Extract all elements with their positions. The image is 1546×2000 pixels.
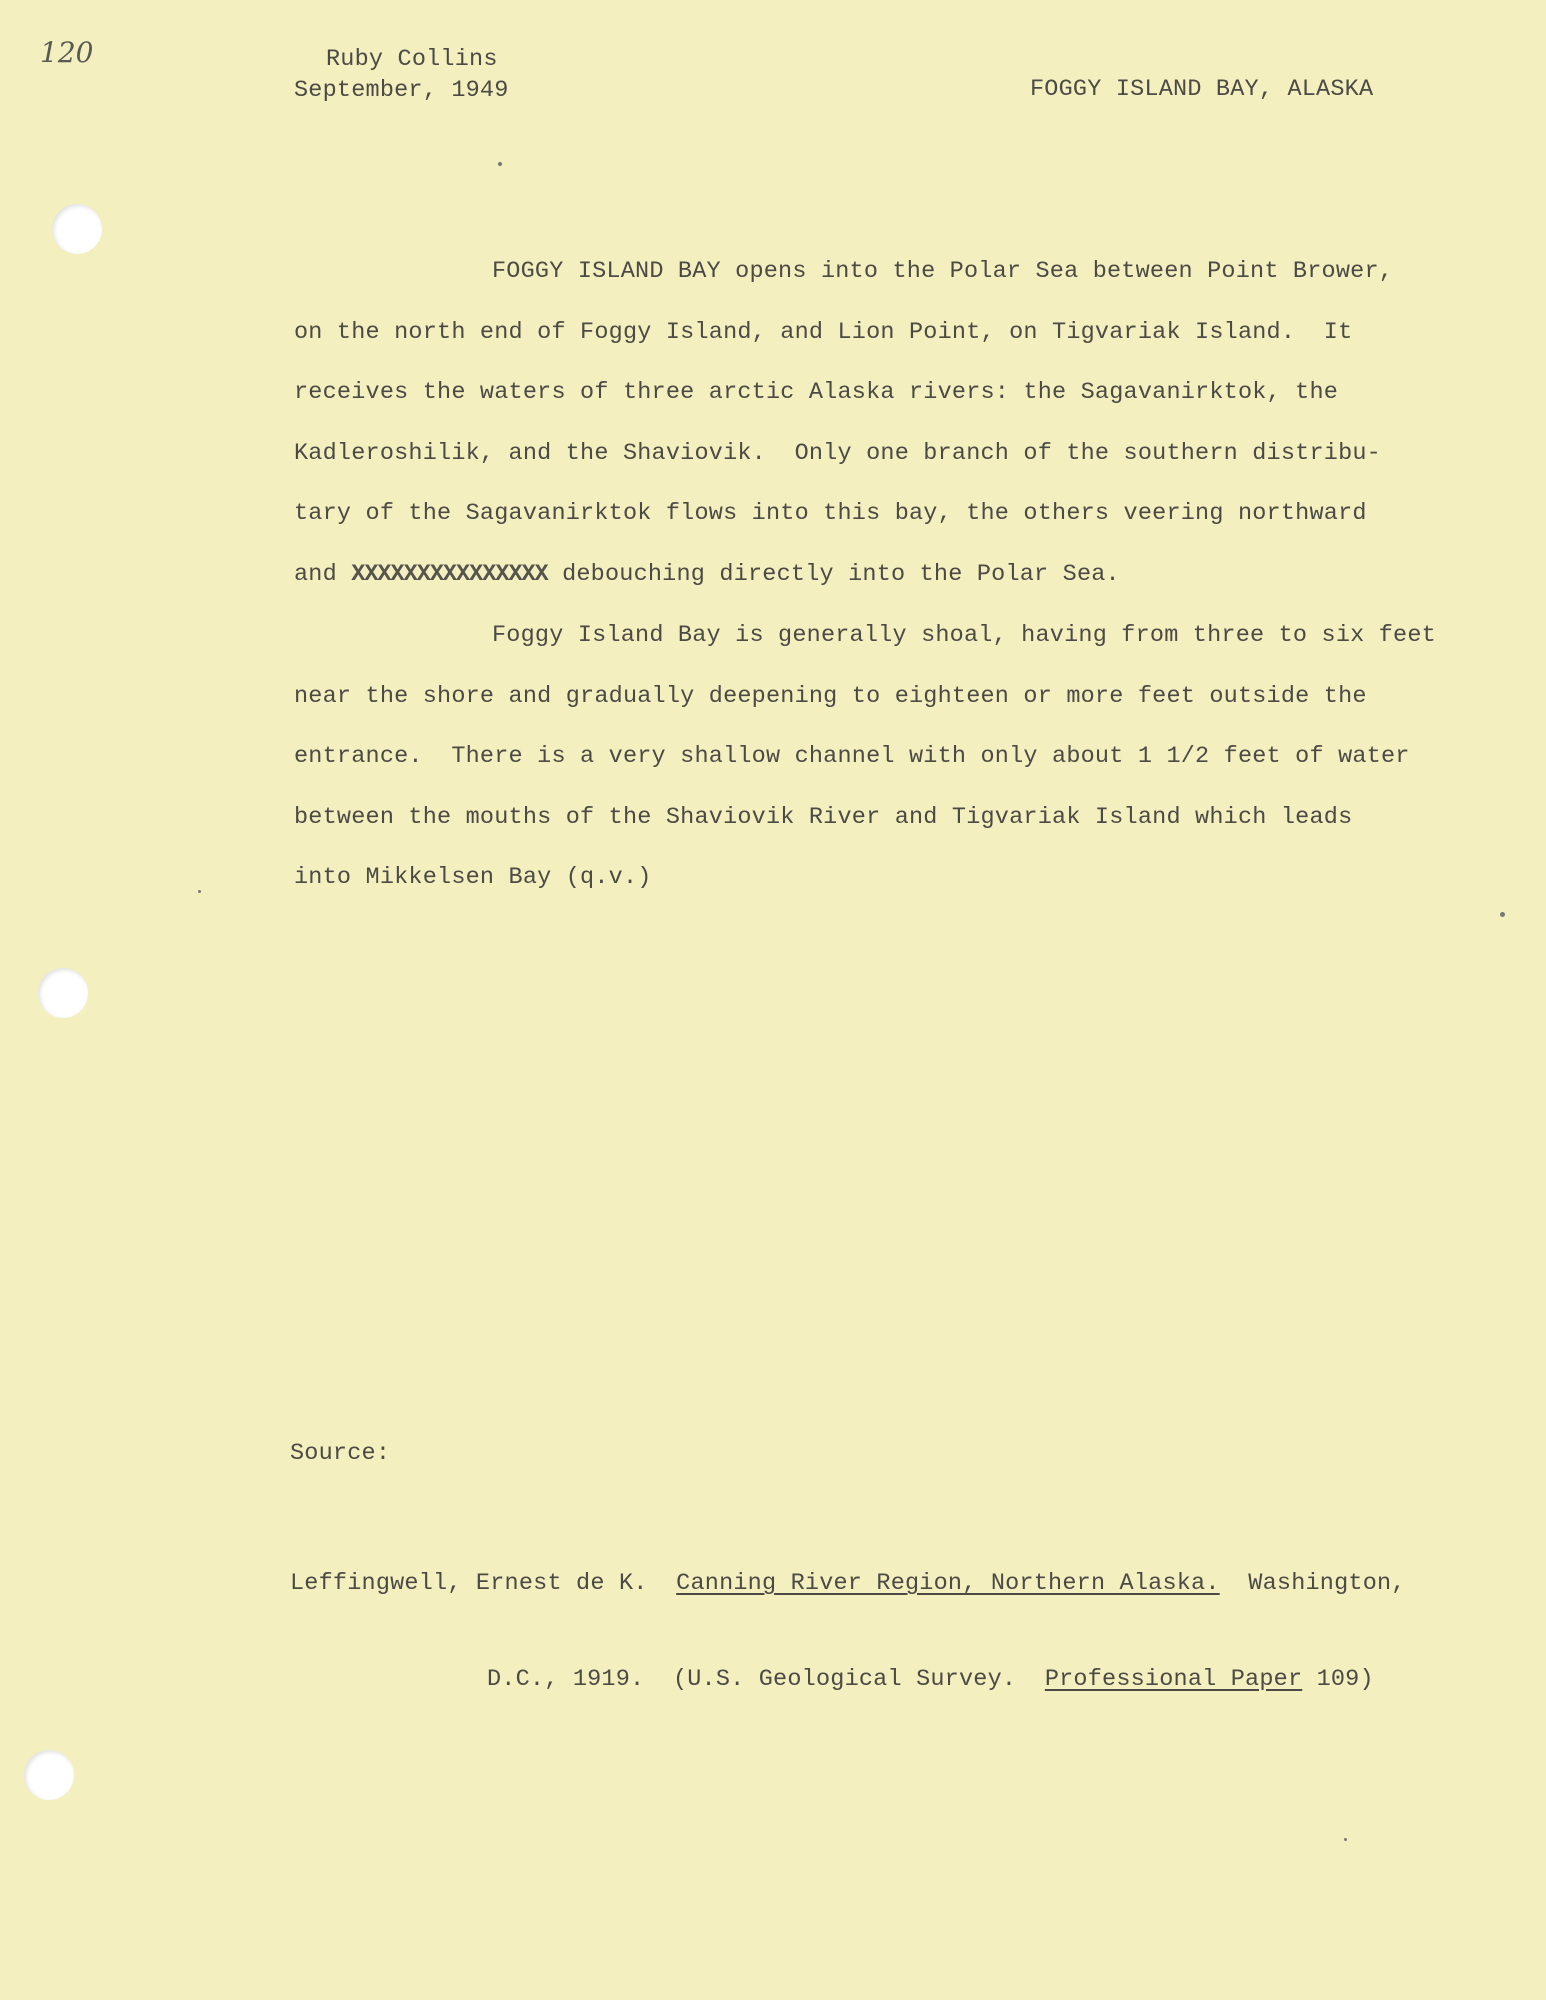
citation-place: Washington, bbox=[1248, 1570, 1406, 1597]
citation-line-2 bbox=[290, 1664, 1406, 1696]
citation-author: Leffingwell, Ernest de K. bbox=[290, 1570, 648, 1597]
punch-hole-middle bbox=[38, 968, 88, 1018]
struck-out-text: XXXXXXXXXXXXXXX bbox=[351, 560, 548, 588]
punch-hole-top bbox=[52, 204, 102, 254]
paragraph-line: on the north end of Foggy Island, and Lion Point, on Tigvariak Island. It bbox=[294, 318, 1353, 346]
text-run: debouching directly into the Polar Sea. bbox=[547, 560, 1120, 588]
paragraph-line: entrance. There is a very shallow channel with only about 1 1/2 feet of water bbox=[294, 743, 1410, 770]
paragraph-line: tary of the Sagavanirktok flows into this bay, the others veering northward bbox=[294, 500, 1367, 527]
document-title: FOGGY ISLAND BAY, ALASKA bbox=[1030, 76, 1374, 103]
citation-series-prefix: (U.S. Geological Survey. bbox=[672, 1666, 1017, 1693]
document-date: September, 1949 bbox=[294, 77, 509, 104]
paragraph-line: Kadleroshilik, and the Shaviovik. Only one branch of the southern distribu- bbox=[294, 439, 1381, 467]
margin-note: 120 bbox=[40, 36, 94, 69]
author-name: Ruby Collins bbox=[326, 46, 498, 73]
author-block bbox=[294, 44, 509, 106]
text-run: and bbox=[294, 560, 352, 588]
paragraph-1 bbox=[294, 258, 1514, 621]
paper-speck bbox=[498, 162, 502, 166]
paper-speck bbox=[1344, 1838, 1347, 1841]
source-label: Source: bbox=[290, 1440, 391, 1467]
paper-speck bbox=[198, 890, 201, 893]
citation-place-date: D.C., 1919. bbox=[487, 1666, 645, 1693]
paragraph-line: receives the waters of three arctic Alaska rivers: the Sagavanirktok, the bbox=[294, 379, 1339, 406]
punch-hole-bottom bbox=[24, 1750, 74, 1800]
source-citation bbox=[290, 1504, 1406, 1760]
paragraph-line: Foggy Island Bay is generally shoal, having from three to six feet bbox=[492, 622, 1436, 649]
citation-series-number: 109) bbox=[1316, 1666, 1374, 1693]
paragraph-line-last bbox=[294, 561, 1514, 622]
paragraph-line: between the mouths of the Shaviovik River and Tigvariak Island which leads bbox=[294, 803, 1353, 831]
citation-title: Canning River Region, Northern Alaska. bbox=[676, 1570, 1220, 1597]
paragraph-2 bbox=[294, 622, 1514, 925]
citation-series: Professional Paper bbox=[1044, 1666, 1303, 1693]
paragraph-line: FOGGY ISLAND BAY opens into the Polar Sea between Point Brower, bbox=[492, 258, 1394, 285]
paragraph-line: near the shore and gradually deepening to eighteen or more feet outside the bbox=[294, 682, 1367, 710]
citation-line-1 bbox=[290, 1568, 1406, 1600]
paragraph-line: into Mikkelsen Bay (q.v.) bbox=[294, 864, 652, 891]
